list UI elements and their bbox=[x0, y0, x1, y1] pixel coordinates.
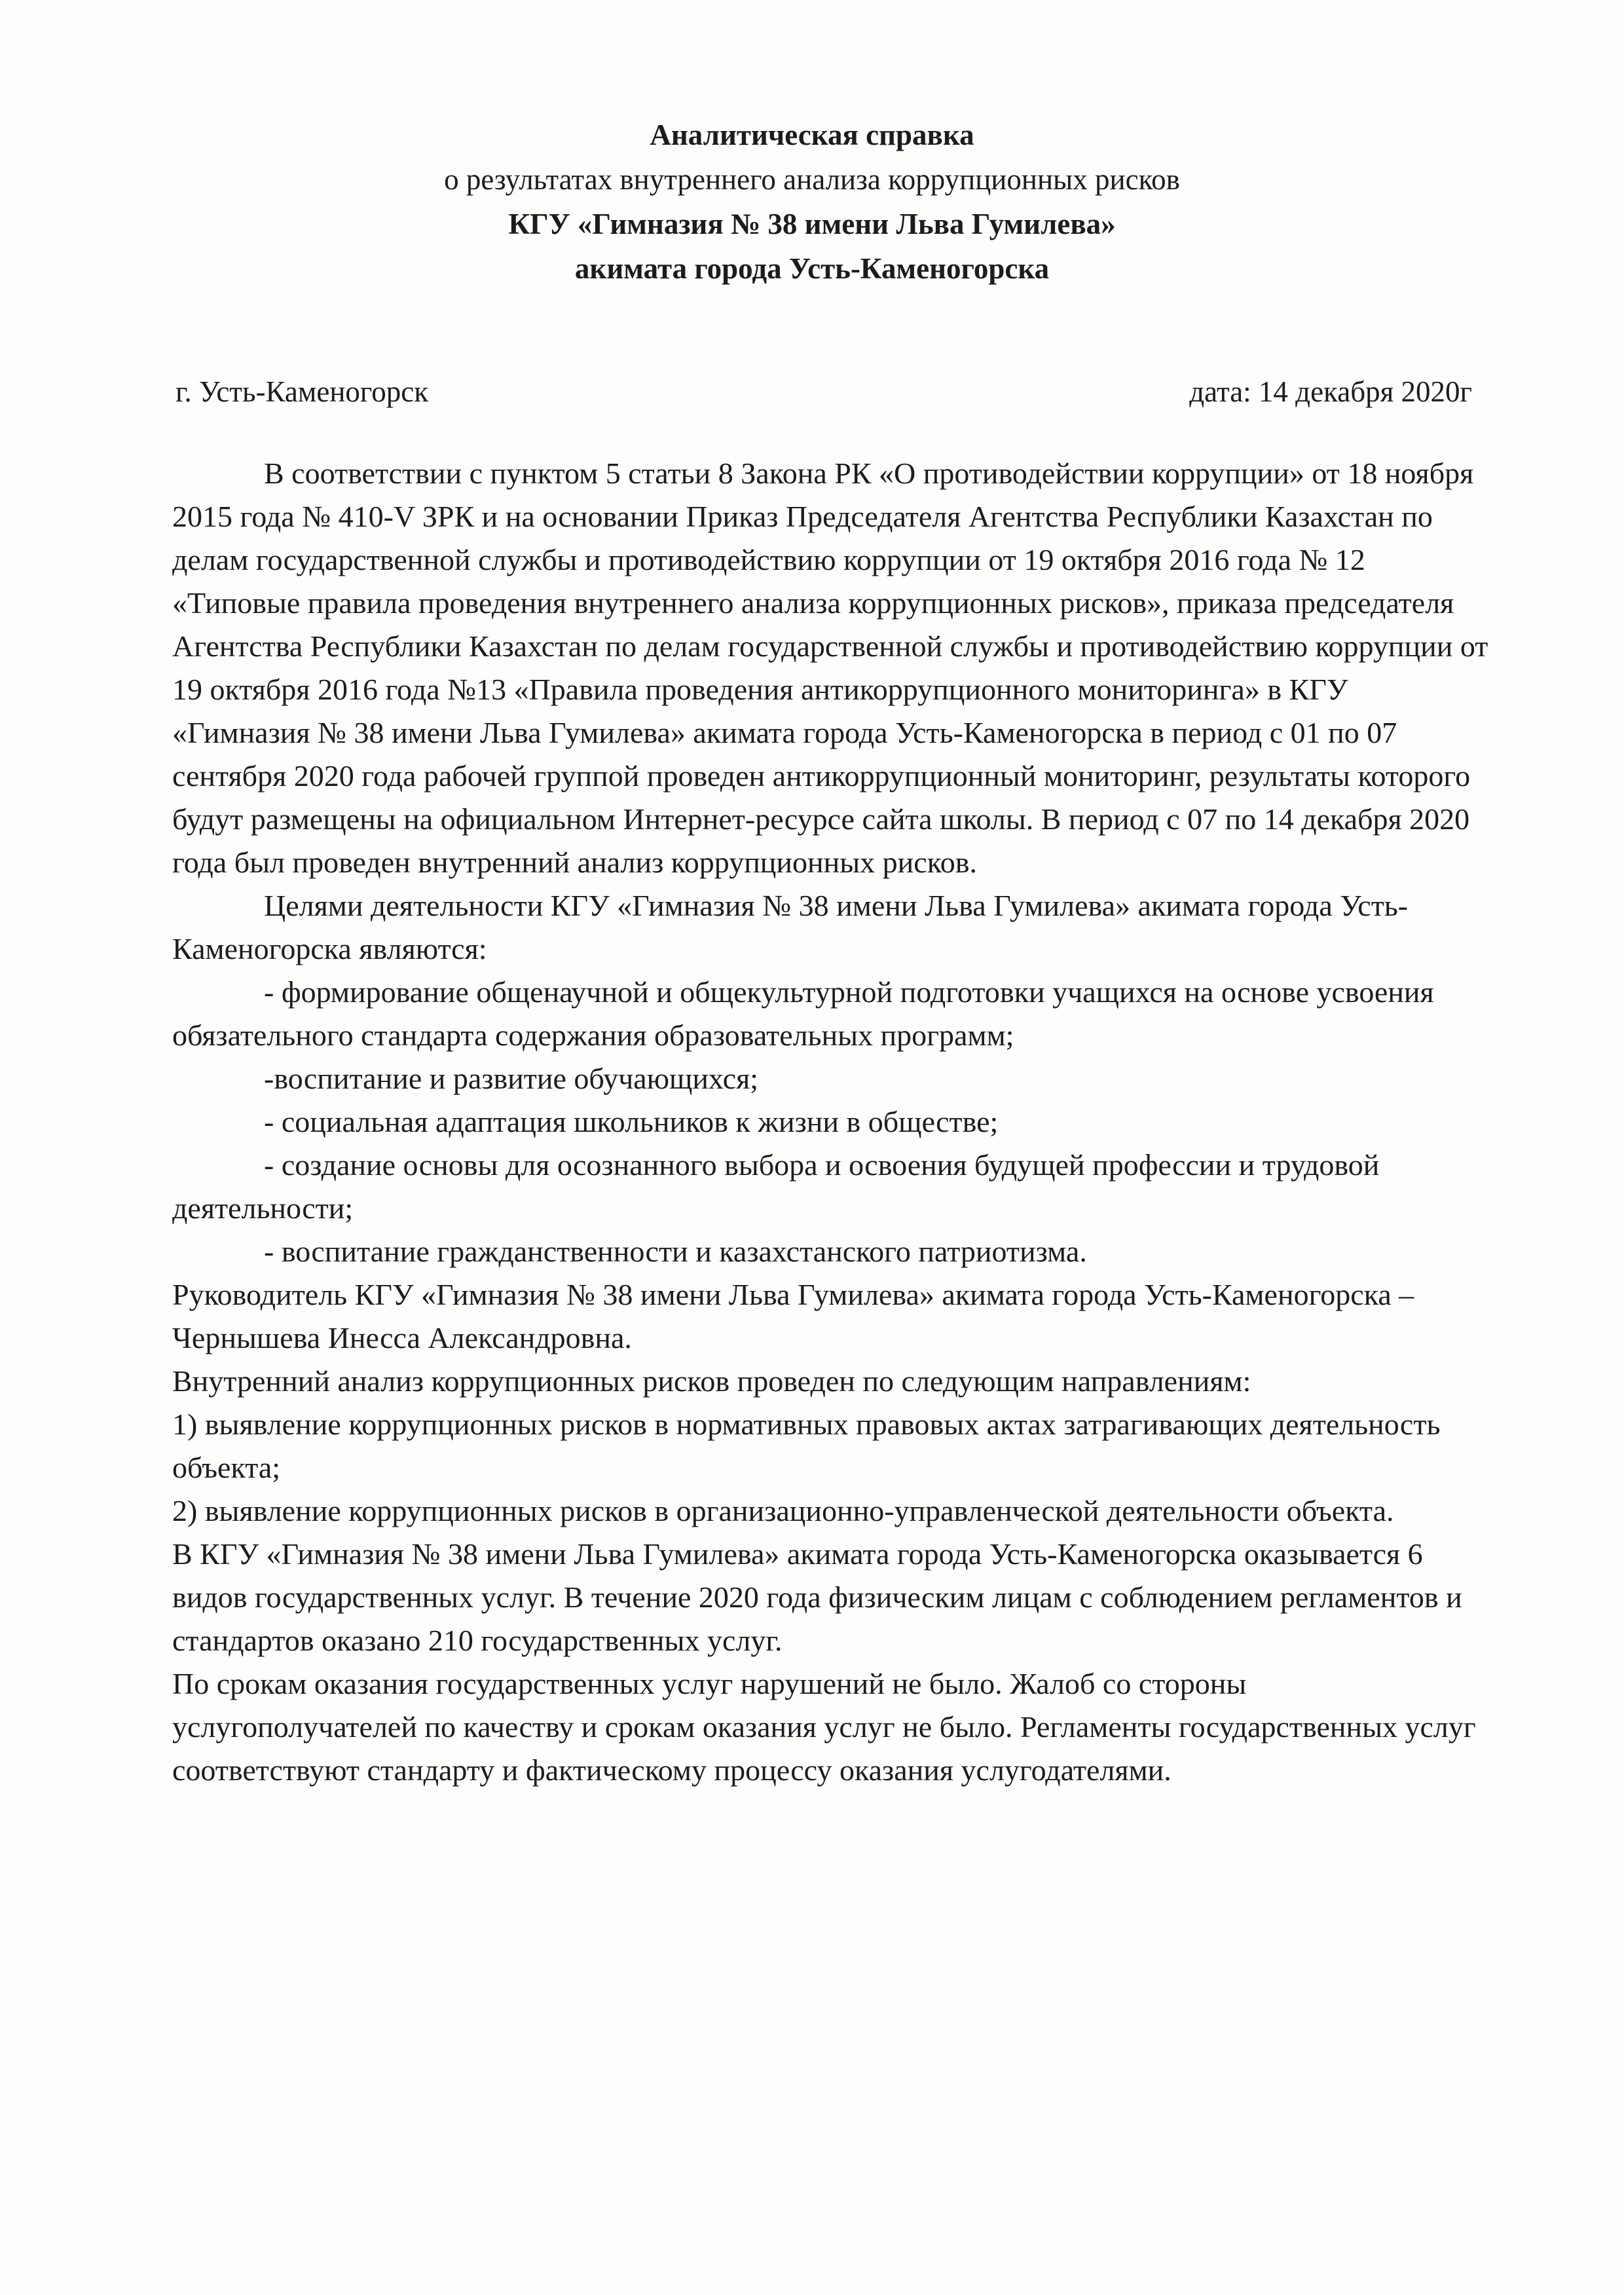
goal-item: - социальная адаптация школьников к жизни в обществе; bbox=[264, 1105, 999, 1138]
direction-item: 1) выявление коррупционных рисков в нормативных правовых актах затрагивающих деятельность объекта; bbox=[172, 1408, 1441, 1484]
paragraph-directions-intro: Внутренний анализ коррупционных рисков проведен по следующим направлениям: bbox=[172, 1364, 1251, 1398]
paragraph-basis: В соответствии с пунктом 5 статьи 8 Закона РК «О противодействии коррупции» от 18 ноября 2015 года № 410-V ЗРК и на основании Приказ Председателя Агентства Республики Казахстан по делам государственной службы и противодействию коррупции от 19 октября 2016 года № 12 «Типовые правила проведения внутреннего анализа коррупционных рисков», приказа председателя Агентства Республики Казахстан по делам государственной службы и противодействию коррупции от 19 октября 2016 года №13 «Правила проведения антикоррупционного мониторинга» в КГУ «Гимназия № 38 имени Льва Гумилева» акимата города Усть-Каменогорска в период с 01 по 07 сентября 2020 года рабочей группой проведен антикоррупционный мониторинг, результаты которого будут размещены на официальном Интернет-ресурсе сайта школы. В период с 07 по 14 декабря 2020 года был проведен внутренний анализ коррупционных рисков. bbox=[172, 457, 1488, 879]
document-date: дата: 14 декабря 2020г bbox=[1189, 375, 1472, 408]
document-subtitle: о результатах внутреннего анализа коррупционных рисков bbox=[444, 163, 1180, 196]
goal-item: - формирование общенаучной и общекультурной подготовки учащихся на основе усвоения обязательного стандарта содержания образовательных программ; bbox=[172, 975, 1434, 1052]
paragraph-complaints: По срокам оказания государственных услуг нарушений не было. Жалоб со стороны услугополучателей по качеству и срокам оказания услуг не было. Регламенты государственных услуг соответствуют стандарту и фактическому процессу оказания услугодателями. bbox=[172, 1667, 1476, 1787]
direction-item: 2) выявление коррупционных рисков в организационно-управленческой деятельности объекта. bbox=[172, 1494, 1394, 1527]
paragraph-director: Руководитель КГУ «Гимназия № 38 имени Льва Гумилева» акимата города Усть-Каменогорска – Чернышева Инесса Александровна. bbox=[172, 1278, 1414, 1354]
goal-item: - создание основы для осознанного выбора и освоения будущей профессии и трудовой деятельности; bbox=[172, 1148, 1380, 1225]
goal-item: -воспитание и развитие обучающихся; bbox=[264, 1062, 759, 1095]
organization-akimat: акимата города Усть-Каменогорска bbox=[574, 252, 1050, 285]
document-header bbox=[0, 113, 1624, 291]
goal-item: - воспитание гражданственности и казахстанского патриотизма. bbox=[264, 1235, 1087, 1268]
document-place: г. Усть-Каменогорск bbox=[175, 375, 429, 408]
organization-name: КГУ «Гимназия № 38 имени Льва Гумилева» bbox=[508, 208, 1116, 240]
document-title: Аналитическая справка bbox=[650, 119, 974, 151]
document-body bbox=[172, 452, 1488, 1792]
paragraph-services: В КГУ «Гимназия № 38 имени Льва Гумилева» акимата города Усть-Каменогорска оказывается 6 видов государственных услуг. В течение 2020 года физическим лицам с соблюдением регламентов и стандартов оказано 210 государственных услуг. bbox=[172, 1537, 1462, 1657]
paragraph-goals-intro: Целями деятельности КГУ «Гимназия № 38 имени Льва Гумилева» акимата города Усть-Каменогорска являются: bbox=[172, 889, 1409, 965]
